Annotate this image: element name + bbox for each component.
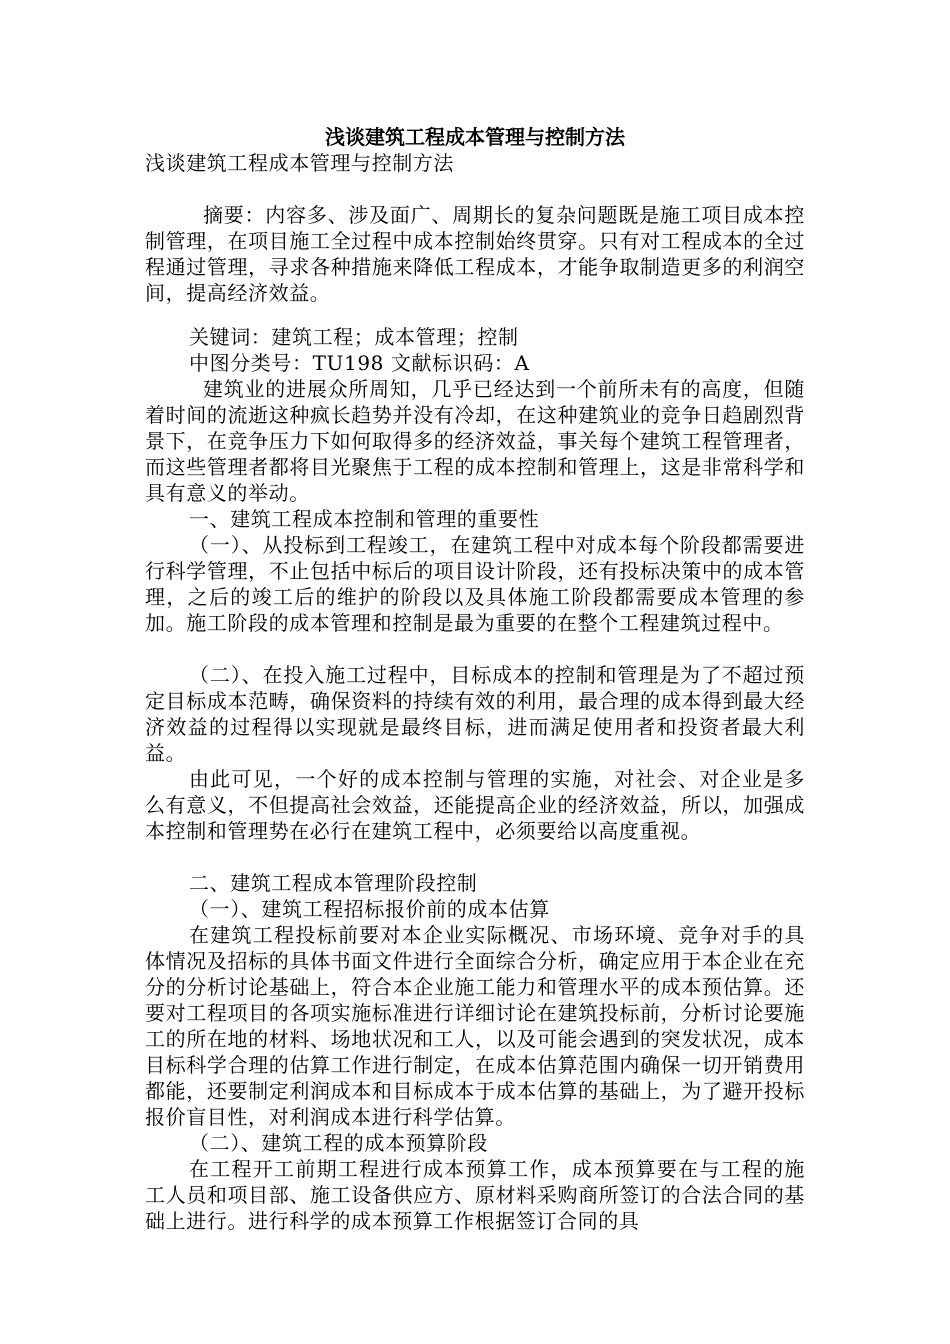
section1-heading: 一、建筑工程成本控制和管理的重要性 [189, 507, 540, 531]
section2-subheading-1: （一）、建筑工程招标报价前的成本估算 [189, 897, 550, 921]
section1-paragraph-2: （二）、在投入施工过程中，目标成本的控制和管理是为了不超过预定目标成本范畴，确保资料的持续有效的利用，最合理的成本得到最大经济效益的过程得以实现就是最终目标，进而满足使用者和投资者最大利益。 [145, 663, 805, 765]
classification-line: 中图分类号：TU198 文献标识码：A [189, 351, 530, 375]
section1-paragraph-3: 由此可见，一个好的成本控制与管理的实施，对社会、对企业是多么有意义，不但提高社会效益，还能提高企业的经济效益，所以，加强成本控制和管理势在必行在建筑工程中，必须要给以高度重视。 [145, 767, 805, 843]
section2-paragraph-2: 在工程开工前期工程进行成本预算工作，成本预算要在与工程的施工人员和项目部、施工设备供应方、原材料采购商所签订的合法合同的基础上进行。进行科学的成本预算工作根据签订合同的具 [145, 1157, 805, 1233]
intro-paragraph: 建筑业的进展众所周知，几乎已经达到一个前所未有的高度，但随着时间的流逝这种疯长趋势并没有冷却，在这种建筑业的竞争日趋剧烈背景下，在竞争压力下如何取得多的经济效益，事关每个建筑工程管理者，而这些管理者都将目光聚焦于工程的成本控制和管理上，这是非常科学和具有意义的举动。 [145, 377, 805, 505]
document-title: 浅谈建筑工程成本管理与控制方法 [325, 125, 625, 149]
section2-heading: 二、建筑工程成本管理阶段控制 [189, 871, 478, 895]
keywords-line: 关键词：建筑工程；成本管理；控制 [189, 325, 519, 349]
section1-paragraph-1: （一）、从投标到工程竣工，在建筑工程中对成本每个阶段都需要进行科学管理，不止包括中标后的项目设计阶段，还有投标决策中的成本管理，之后的竣工后的维护的阶段以及具体施工阶段都需要成本管理的参加。施工阶段的成本管理和控制是最为重要的在整个工程建筑过程中。 [145, 533, 805, 635]
section2-subheading-2: （二）、建筑工程的成本预算阶段 [189, 1131, 488, 1155]
document-subtitle: 浅谈建筑工程成本管理与控制方法 [145, 151, 454, 175]
section2-paragraph-1: 在建筑工程投标前要对本企业实际概况、市场环境、竞争对手的具体情况及招标的具体书面文件进行全面综合分析，确定应用于本企业在充分的分析讨论基础上，符合本企业施工能力和管理水平的成本预估算。还要对工程项目的各项实施标准进行详细讨论在建筑投标前，分析讨论要施工的所在地的材料、场地状况和工人，以及可能会遇到的突发状况，成本目标科学合理的估算工作进行制定，在成本估算范围内确保一切开销费用都能，还要制定利润成本和目标成本于成本估算的基础上，为了避开投标报价盲目性，对利润成本进行科学估算。 [145, 923, 805, 1129]
abstract-paragraph: 摘要：内容多、涉及面广、周期长的复杂问题既是施工项目成本控制管理，在项目施工全过程中成本控制始终贯穿。只有对工程成本的全过程通过管理，寻求各种措施来降低工程成本，才能争取制造更多的利润空间，提高经济效益。 [145, 203, 805, 305]
